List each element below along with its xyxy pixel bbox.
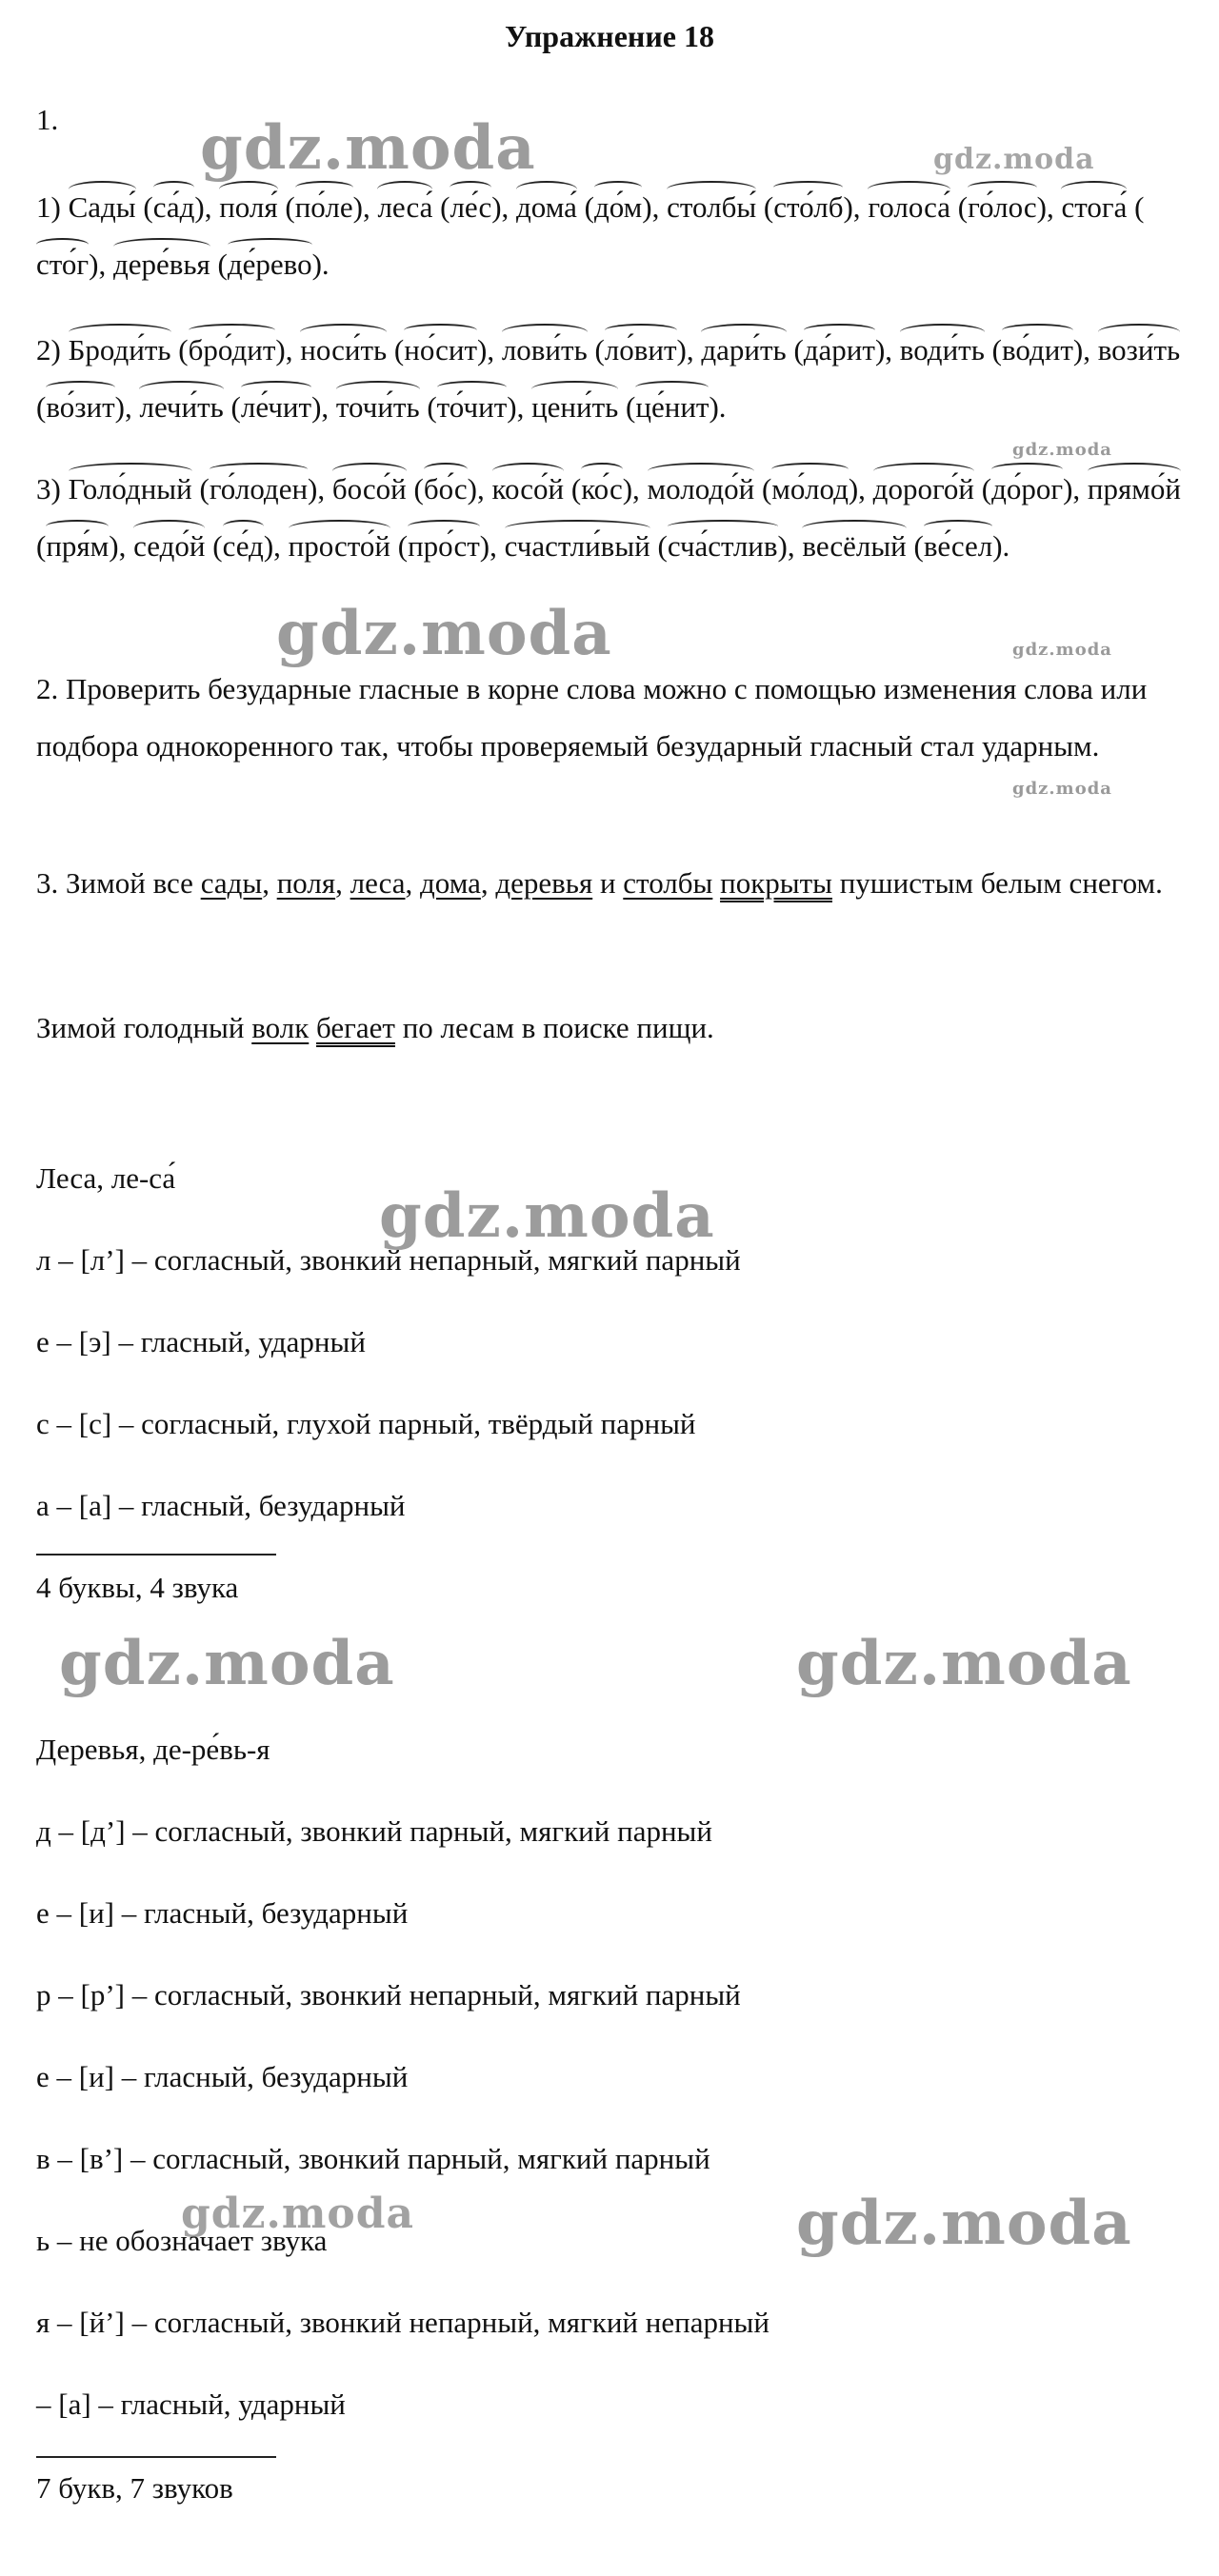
word-with-root: босо́й (332, 461, 407, 518)
word-with-root: точи́ть (336, 379, 420, 436)
check-word: до́м (594, 179, 642, 236)
analysis-2-line: р – [р’] – согласный, звонкий непарный, мягкий парный (36, 1978, 741, 2011)
root-arc (868, 181, 950, 198)
watermark: gdz.moda (181, 2190, 415, 2238)
check-word: са́д (153, 179, 195, 236)
root-arc (873, 463, 974, 480)
watermark: gdz.moda (379, 1180, 715, 1252)
root-arc (605, 324, 677, 337)
check-word: мо́лод (771, 461, 849, 518)
subject-word: сады (200, 866, 263, 900)
root-arc (437, 381, 508, 394)
root-arc (502, 324, 588, 341)
word-with-root: дома́ (516, 179, 577, 236)
word-with-root: цени́ть (531, 379, 618, 436)
predicate-word: бегает (316, 1011, 395, 1044)
section-2-text: 2. Проверить безударные гласные в корне слова можно с помощью изменения слова или подбора однокоренного так, чтобы проверяемый безударный гласный стал ударным. (36, 672, 1148, 763)
check-word: ко́с (581, 461, 623, 518)
check-word: но́сит (404, 322, 477, 379)
subject-word: деревья (495, 866, 593, 900)
check-word: до́рог (991, 461, 1063, 518)
root-arc (408, 520, 480, 533)
section-1-number: 1. (36, 103, 59, 136)
root-arc (701, 324, 786, 341)
root-arc (773, 181, 843, 194)
root-arc (332, 463, 407, 480)
analysis-2-line: д – [д’] – согласный, звонкий парный, мягкий парный (36, 1814, 712, 1848)
word-with-root: стога́ (1061, 179, 1127, 236)
page-title: Упражнение 18 (504, 19, 714, 53)
check-word: по́ле (295, 179, 353, 236)
check-word: сча́стлив (668, 518, 778, 575)
check-word: бо́с (424, 461, 468, 518)
check-word: ле́с (450, 179, 491, 236)
root-arc (189, 324, 276, 337)
root-arc (153, 181, 195, 194)
watermark: gdz.moda (933, 143, 1095, 176)
root-arc (300, 324, 387, 341)
watermark: gdz.moda (276, 598, 612, 669)
root-arc (635, 381, 709, 394)
word-with-root: дари́ть (701, 322, 786, 379)
check-word: сто́г (36, 236, 89, 293)
check-word: го́лоден (210, 461, 308, 518)
root-arc (336, 381, 420, 398)
analysis-2-line: – [а] – гласный, ударный (36, 2388, 346, 2421)
root-arc (289, 520, 390, 537)
word-with-root: весёлый (802, 518, 906, 575)
root-arc (223, 520, 264, 533)
predicate-word: покрыты (720, 866, 832, 900)
analysis-1-header: Леса, ле-са́ (36, 1161, 176, 1195)
root-arc (113, 238, 210, 255)
check-word: во́зит (46, 379, 114, 436)
row-prefix: 2) (36, 333, 69, 367)
row-prefix: 1) (36, 190, 69, 224)
analysis-2-line: я – [й’] – согласный, звонкий непарный, мягкий непарный (36, 2306, 769, 2339)
analysis-1-line: а – [а] – гласный, безударный (36, 1489, 406, 1522)
root-arc (505, 520, 650, 537)
word-with-root: дере́вья (113, 236, 210, 293)
watermark: gdz.moda (1012, 779, 1112, 799)
divider (36, 1554, 276, 1556)
analysis-1-line: е – [э] – гласный, ударный (36, 1325, 366, 1358)
word-with-root: косо́й (492, 461, 565, 518)
word-with-root: леса́ (377, 179, 432, 236)
word-with-root: счастли́вый (505, 518, 650, 575)
subject-word: столбы (623, 866, 713, 900)
check-word: про́ст (408, 518, 480, 575)
root-arc (69, 181, 136, 198)
root-arc (594, 181, 642, 194)
watermark: gdz.moda (796, 1628, 1132, 1699)
root-arc (900, 324, 985, 341)
check-word: се́д (223, 518, 264, 575)
word-with-root: столбы́ (667, 179, 756, 236)
check-word: сто́лб (773, 179, 843, 236)
check-word: ле́чит (241, 379, 311, 436)
root-arc (139, 381, 223, 398)
exercise-row-1: 1) Сады́ ( са́д), поля́ ( по́ле), леса́ ( ле́с), дома́ ( до́м), столбы́ ( сто́лб), голоса́ ( го́лос), стога́ ( сто́г), дере́вья ( де́рево). (36, 179, 1189, 293)
conjunction: и (599, 866, 616, 900)
root-arc (46, 381, 114, 394)
root-arc (667, 181, 756, 198)
word-with-root: дорого́й (873, 461, 974, 518)
root-arc (133, 520, 205, 537)
analysis-1-line: л – [л’] – согласный, звонкий непарный, мягкий парный (36, 1243, 741, 1277)
check-word: бро́дит (189, 322, 276, 379)
word-with-root: вози́ть (1098, 322, 1180, 379)
word-with-root: просто́й (289, 518, 390, 575)
check-word: да́рит (804, 322, 875, 379)
word-with-root: лови́ть (502, 322, 588, 379)
word-with-root: лечи́ть (139, 379, 223, 436)
subject-word: поля (276, 866, 336, 900)
divider (36, 2456, 276, 2458)
word-with-root: носи́ть (300, 322, 387, 379)
root-arc (219, 181, 277, 198)
sentence-tail: по лесам в поиске пищи. (394, 1011, 714, 1044)
analysis-1-summary: 4 буквы, 4 звука (36, 1571, 239, 1604)
root-arc (991, 463, 1063, 476)
analysis-2-line: е – [и] – гласный, безударный (36, 2060, 409, 2093)
root-arc (771, 463, 849, 476)
root-arc (1002, 324, 1073, 337)
word-with-root: седо́й (133, 518, 205, 575)
sentence-lead: Зимой голодный (36, 1011, 252, 1044)
exercise-row-3: 3) Голо́дный ( го́лоден), босо́й ( бо́с), косо́й ( ко́с), молодо́й ( мо́лод), дорого́й ( до́рог), прямо́й ( пря́м), седо́й ( се́д), просто́й ( про́ст), счастли́вый ( сча́стлив), весёлый ( ве́сел). (36, 461, 1189, 575)
watermark: gdz.moda (796, 2188, 1132, 2259)
subject-word: дома (420, 866, 481, 900)
word-with-root: поля́ (219, 179, 277, 236)
section-3-sentence-1: 3. Зимой все сады, поля, леса, дома, деревья и столбы покрыты пушистым белым снегом. (36, 866, 1163, 900)
check-word: го́лос (968, 179, 1037, 236)
root-arc (648, 463, 755, 480)
root-arc (404, 324, 477, 337)
word-with-root: Голо́дный (69, 461, 192, 518)
sentence-lead: 3. Зимой все (36, 866, 201, 900)
analysis-2-summary: 7 букв, 7 звуков (36, 2471, 233, 2505)
analysis-1-line: с – [с] – согласный, глухой парный, твёрдый парный (36, 1407, 696, 1440)
sentence-tail: пушистым белым снегом. (839, 866, 1163, 900)
root-arc (69, 463, 192, 480)
root-arc (804, 324, 875, 337)
watermark: gdz.moda (1012, 440, 1112, 460)
root-arc (210, 463, 308, 476)
root-arc (516, 181, 577, 198)
analysis-2-line: в – [в’] – согласный, звонкий парный, мягкий парный (36, 2142, 710, 2175)
root-arc (1088, 463, 1181, 480)
root-arc (228, 238, 312, 251)
check-word: де́рево (228, 236, 312, 293)
root-arc (36, 238, 89, 251)
analysis-2-line: ь – не обозначает звука (36, 2224, 328, 2257)
root-arc (668, 520, 778, 533)
row-prefix: 3) (36, 472, 69, 505)
root-arc (424, 463, 468, 476)
watermark: gdz.moda (59, 1628, 395, 1699)
check-word: во́дит (1002, 322, 1073, 379)
word-with-root: Сады́ (69, 179, 136, 236)
check-word: пря́м (46, 518, 109, 575)
root-arc (450, 181, 491, 194)
root-arc (492, 463, 565, 480)
watermark: gdz.moda (200, 112, 536, 184)
section-3-sentence-2 (36, 1000, 1189, 1057)
watermark: gdz.moda (1012, 640, 1112, 660)
root-arc (377, 181, 432, 198)
check-word: то́чит (437, 379, 508, 436)
check-word: це́нит (635, 379, 709, 436)
check-word: ве́сел (924, 518, 992, 575)
word-with-root: молодо́й (648, 461, 755, 518)
root-arc (581, 463, 623, 476)
subject-word: леса (350, 866, 406, 900)
word-with-root: Броди́ть (69, 322, 171, 379)
analysis-2-header: Деревья, де-ре́вь-я (36, 1733, 270, 1766)
analysis-2-line: е – [и] – гласный, безударный (36, 1896, 409, 1930)
root-arc (295, 181, 353, 194)
root-arc (924, 520, 992, 533)
root-arc (968, 181, 1037, 194)
root-arc (531, 381, 618, 398)
check-word: ло́вит (605, 322, 677, 379)
root-arc (802, 520, 906, 537)
word-with-root: води́ть (900, 322, 985, 379)
exercise-row-2: 2) Броди́ть ( бро́дит), носи́ть ( но́сит), лови́ть ( ло́вит), дари́ть ( да́рит), води́ть ( во́дит), вози́ть ( во́зит), лечи́ть ( ле́чит), точи́ть ( то́чит), цени́ть ( це́нит). (36, 322, 1189, 436)
root-arc (46, 520, 109, 533)
root-arc (241, 381, 311, 394)
word-with-root: прямо́й (1088, 461, 1181, 518)
root-arc (1098, 324, 1180, 341)
word-with-root: голоса́ (868, 179, 950, 236)
root-arc (1061, 181, 1127, 198)
root-arc (69, 324, 171, 341)
subject-word: волк (251, 1011, 310, 1044)
